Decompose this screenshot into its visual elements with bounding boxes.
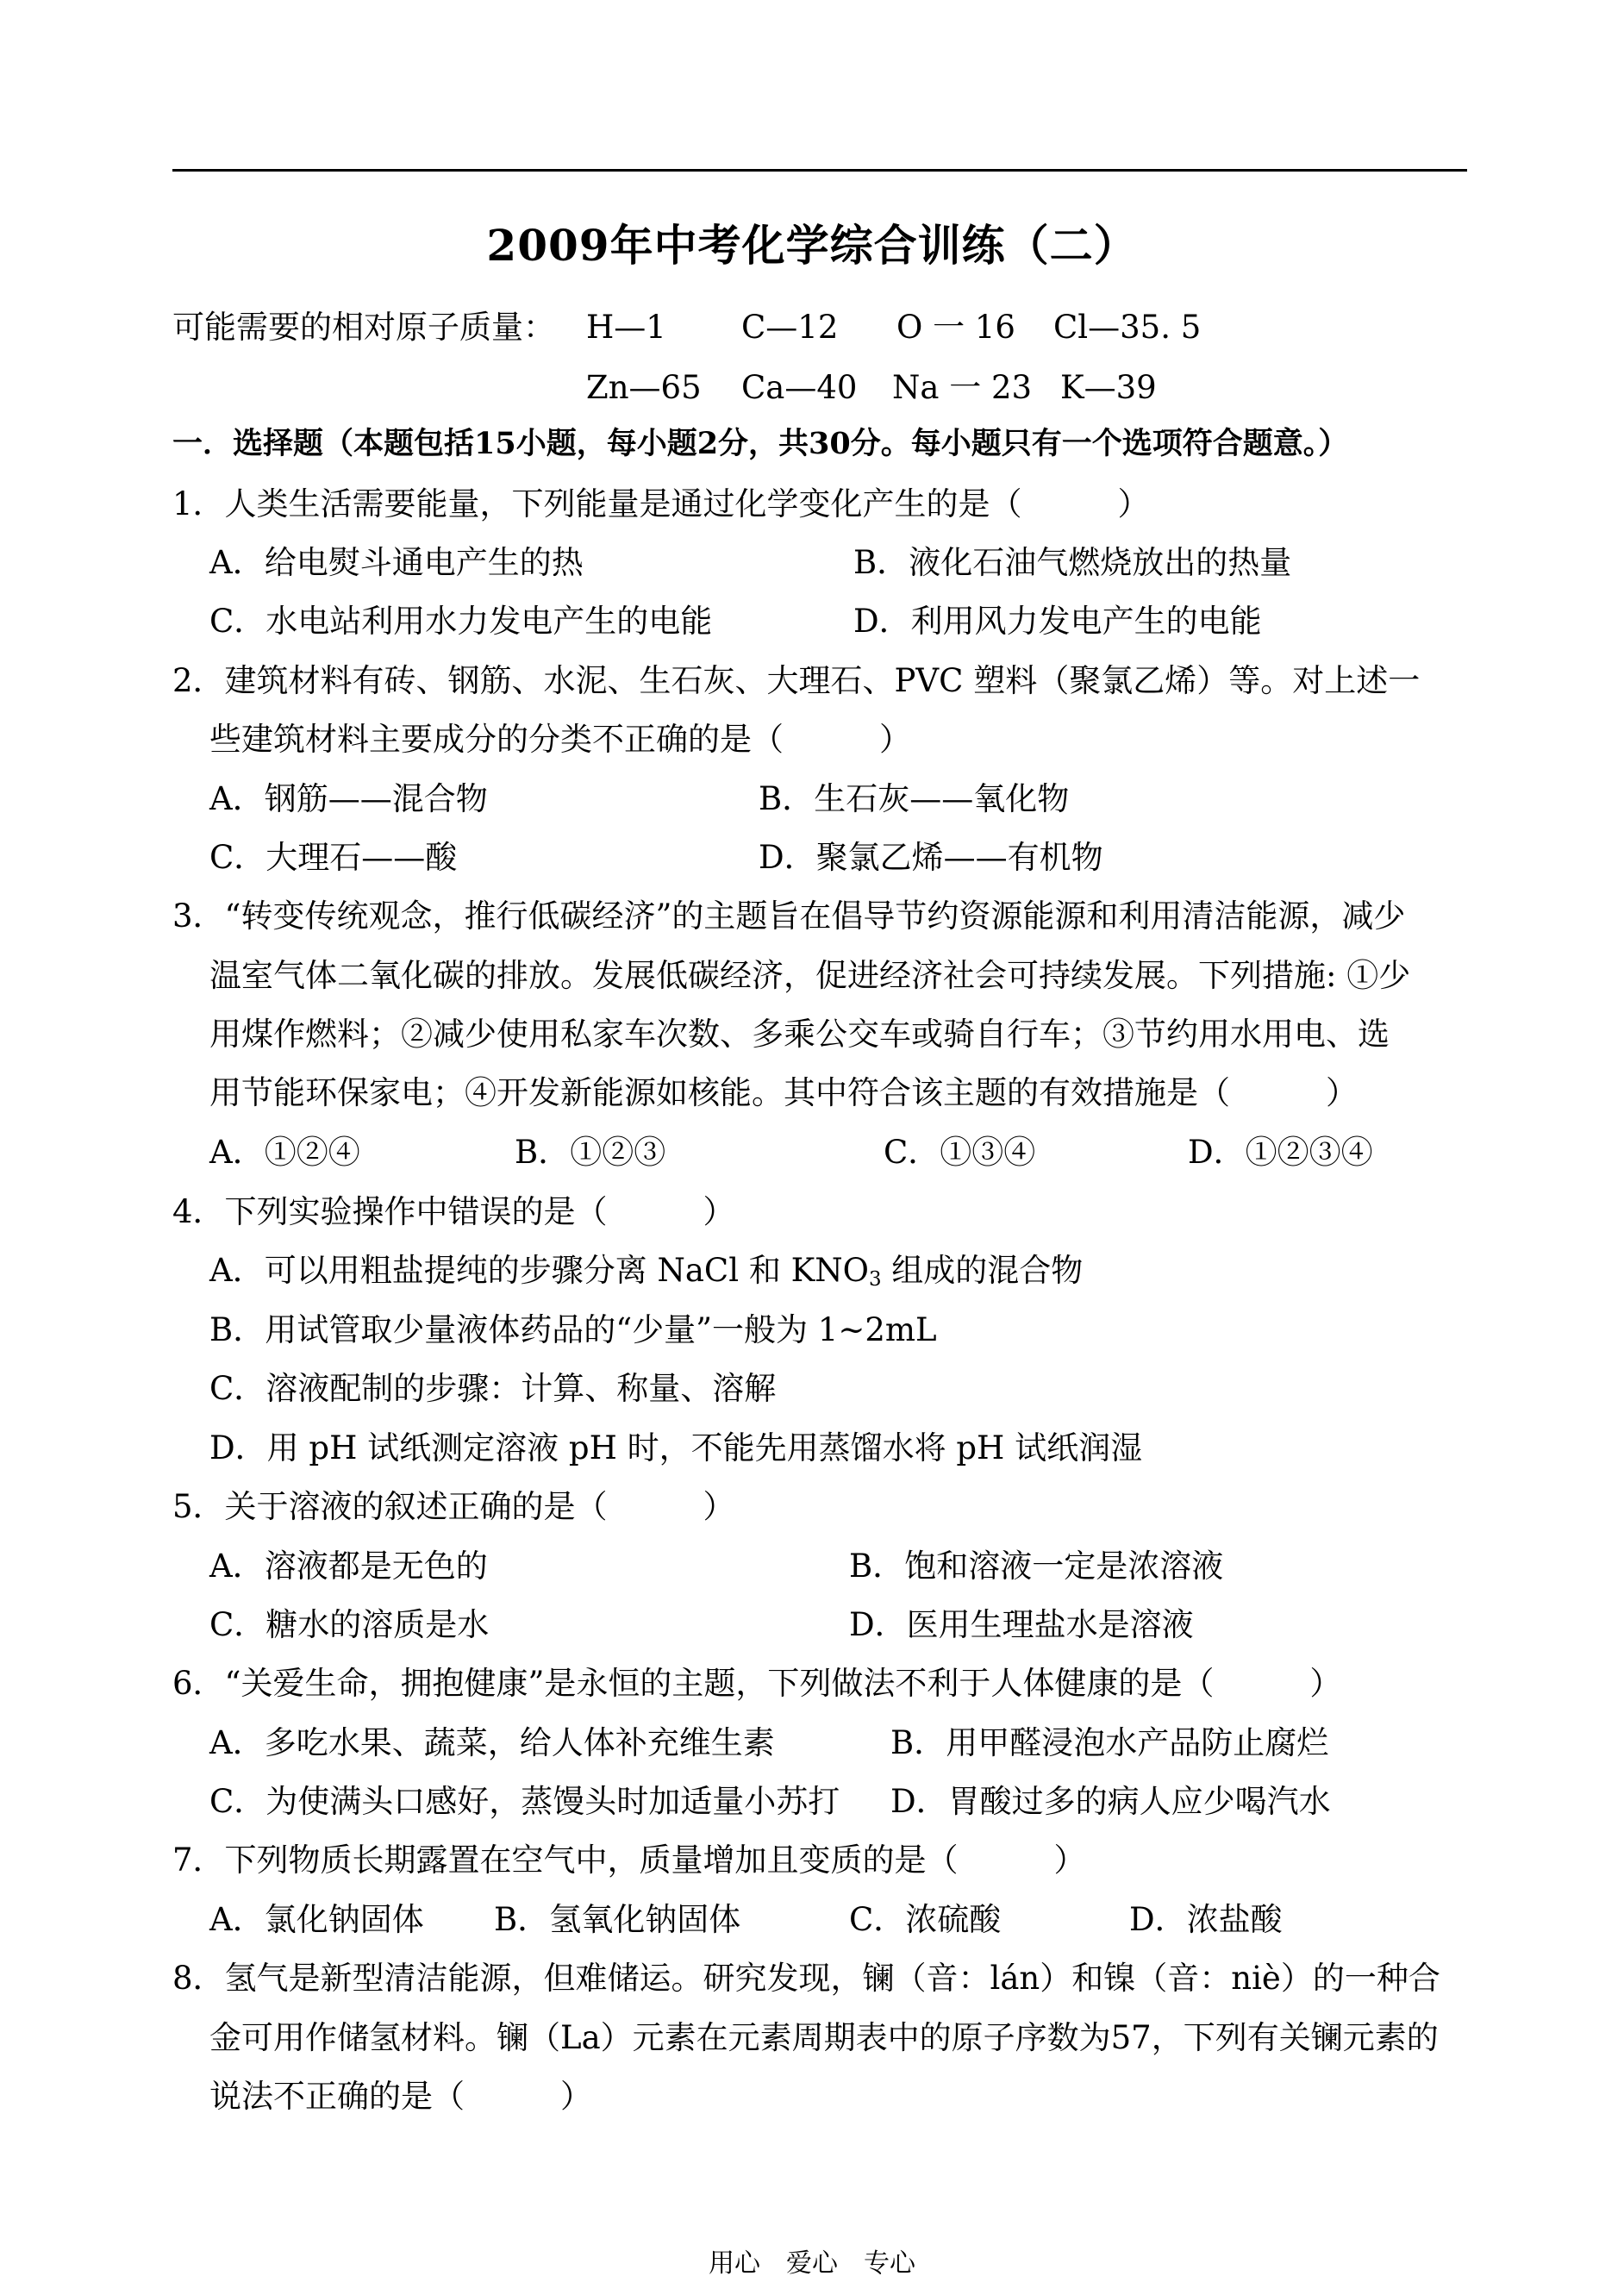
q5-option-a: A．溶液都是无色的 xyxy=(209,1548,488,1585)
atomic-mass-zn: Zn—65 xyxy=(586,369,702,406)
q1-stem: 1．人类生活需要能量，下列能量是通过化学变化产生的是（ ） xyxy=(172,485,1150,522)
q4-option-a-text: A．可以用粗盐提纯的步骤分离 NaCl 和 KNO xyxy=(209,1252,869,1289)
q3-stem-line3: 用煤作燃料；②减少使用私家车次数、多乘公交车或骑自行车；③节约用水用电、选 xyxy=(209,1016,1390,1053)
q5-option-d: D．医用生理盐水是溶液 xyxy=(849,1606,1194,1643)
q6-option-c: C．为使满头口感好，蒸馒头时加适量小苏打 xyxy=(209,1783,840,1820)
q8-stem-line3: 说法不正确的是（ ） xyxy=(209,2078,592,2115)
q4-option-d: D．用 pH 试纸测定溶液 pH 时，不能先用蒸馏水将 pH 试纸润湿 xyxy=(209,1429,1143,1466)
q4-option-b: B．用试管取少量液体药品的“少量”一般为 1~2mL xyxy=(209,1311,937,1348)
atomic-mass-label: 可能需要的相对原子质量： xyxy=(172,309,555,346)
q3-stem-line1: 3．“转变传统观念，推行低碳经济”的主题旨在倡导节约资源能源和利用清洁能源，减少 xyxy=(172,897,1406,935)
atomic-mass-c: C—12 xyxy=(741,309,839,346)
q1-option-c: C．水电站利用水力发电产生的电能 xyxy=(209,603,713,640)
header-rule xyxy=(172,169,1467,172)
q6-option-b: B．用甲醛浸泡水产品防止腐烂 xyxy=(890,1724,1329,1761)
q7-option-a: A．氯化钠固体 xyxy=(209,1901,424,1938)
q4-option-a-subscript: 3 xyxy=(868,1268,882,1291)
page-footer: 用心 爱心 专心 xyxy=(709,2248,915,2279)
page-title: 2009年中考化学综合训练（二） xyxy=(486,220,1138,271)
q4-option-a-tail: 组成的混合物 xyxy=(881,1252,1084,1289)
q3-stem-line2: 温室气体二氧化碳的排放。发展低碳经济，促进经济社会可持续发展。下列措施: ①少 xyxy=(209,957,1411,994)
q2-stem-line2: 些建筑材料主要成分的分类不正确的是（ ） xyxy=(209,721,911,758)
q2-option-b: B．生石灰——氧化物 xyxy=(759,780,1070,817)
section-heading: 一．选择题（本题包括15小题，每小题2分，共30分。每小题只有一个选项符合题意。） xyxy=(172,426,1349,461)
q7-option-c: C．浓硫酸 xyxy=(849,1901,1002,1938)
atomic-mass-na: Na 一 23 xyxy=(892,369,1033,406)
q8-stem-line1: 8．氢气是新型清洁能源，但难储运。研究发现，镧（音：lán）和镍（音：niè）的一种合 xyxy=(172,1960,1440,1997)
atomic-mass-h: H—1 xyxy=(586,309,666,346)
q3-option-b: B．①②③ xyxy=(515,1134,666,1171)
q2-option-c: C．大理石——酸 xyxy=(209,839,458,876)
q5-option-c: C．糖水的溶质是水 xyxy=(209,1606,490,1643)
atomic-mass-k: K—39 xyxy=(1060,369,1157,406)
q6-option-d: D．胃酸过多的病人应少喝汽水 xyxy=(890,1783,1331,1820)
q6-stem: 6．“关爱生命，拥抱健康”是永恒的主题，下列做法不利于人体健康的是（ ） xyxy=(172,1665,1342,1702)
q1-option-b: B．液化石油气燃烧放出的热量 xyxy=(853,544,1292,581)
atomic-mass-o: O 一 16 xyxy=(896,309,1015,346)
atomic-mass-ca: Ca—40 xyxy=(741,369,858,406)
q7-option-d: D．浓盐酸 xyxy=(1129,1901,1283,1938)
q7-stem: 7．下列物质长期露置在空气中，质量增加且变质的是（ ） xyxy=(172,1842,1086,1879)
q3-option-a: A．①②④ xyxy=(209,1134,360,1171)
atomic-mass-cl: Cl—35. 5 xyxy=(1053,309,1202,346)
q3-option-d: D．①②③④ xyxy=(1188,1134,1373,1171)
q3-stem-line4: 用节能环保家电；④开发新能源如核能。其中符合该主题的有效措施是（ ） xyxy=(209,1074,1358,1111)
q2-option-d: D．聚氯乙烯——有机物 xyxy=(759,839,1103,876)
q1-option-a: A．给电熨斗通电产生的热 xyxy=(209,544,584,581)
q5-option-b: B．饱和溶液一定是浓溶液 xyxy=(849,1548,1224,1585)
q4-option-c: C．溶液配制的步骤：计算、称量、溶解 xyxy=(209,1370,777,1407)
q3-option-c: C．①③④ xyxy=(884,1134,1036,1171)
q7-option-b: B．氢氧化钠固体 xyxy=(494,1901,741,1938)
q6-option-a: A．多吃水果、蔬菜，给人体补充维生素 xyxy=(209,1724,775,1761)
q8-stem-line2: 金可用作储氢材料。镧（La）元素在元素周期表中的原子序数为57，下列有关镧元素的 xyxy=(209,2019,1439,2056)
q2-option-a: A．钢筋——混合物 xyxy=(209,780,488,817)
q1-option-d: D．利用风力发电产生的电能 xyxy=(853,603,1262,640)
q5-stem: 5．关于溶液的叙述正确的是（ ） xyxy=(172,1488,735,1525)
q4-stem: 4．下列实验操作中错误的是（ ） xyxy=(172,1193,735,1230)
q4-option-a xyxy=(209,1249,1083,1301)
q2-stem-line1: 2．建筑材料有砖、钢筋、水泥、生石灰、大理石、PVC 塑料（聚氯乙烯）等。对上述一 xyxy=(172,662,1421,699)
